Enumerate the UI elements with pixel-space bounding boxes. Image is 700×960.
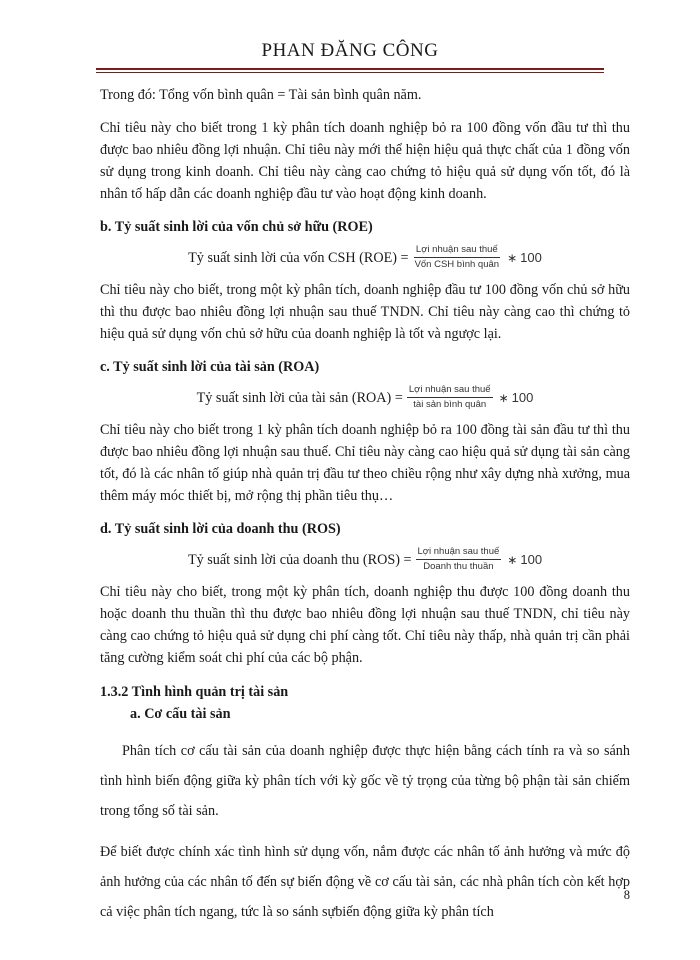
formula-roa-times: ∗ — [498, 390, 509, 405]
formula-ros-times: ∗ — [507, 552, 518, 567]
heading-asset-management: 1.3.2 Tình hình quản trị tài sản — [100, 684, 289, 700]
paragraph-total-capital-note: Trong đó: Tổng vốn bình quân = Tài sản bình quân năm. — [100, 87, 422, 103]
paragraph-roe-desc: Chỉ tiêu này cho biết, trong một kỳ phân tích, doanh nghiệp đầu tư 100 đồng vốn chủ sở hữu thì thu được bao nhiêu đồng lợi nhuận sau thuế TNDN. Chỉ tiêu này càng cao thì chứng tỏ hiệu quả sử dụng vốn chủ sở hữu của doanh nghiệp là tốt và ngược lại. — [100, 282, 630, 342]
formula-roe-factor: 100 — [520, 249, 542, 265]
formula-roa-denominator: tài sản bình quân — [413, 399, 487, 410]
formula-roe-fraction — [413, 244, 502, 271]
formula-roe-lhs: Tỷ suất sinh lời của vốn CSH (ROE) = — [188, 249, 409, 266]
heading-ros: d. Tỷ suất sinh lời của doanh thu (ROS) — [100, 521, 341, 537]
heading-asset-structure: a. Cơ cấu tài sản — [130, 706, 231, 722]
formula-ros-lhs: Tỷ suất sinh lời của doanh thu (ROS) = — [187, 551, 412, 568]
formula-roa-numerator: Lợi nhuận sau thuế — [407, 384, 493, 398]
formula-roa-factor: 100 — [511, 389, 534, 405]
formula-roe-denominator: Vốn CSH bình quân — [414, 259, 500, 270]
formula-roa — [100, 384, 630, 411]
heading-roa: c. Tỷ suất sinh lời của tài sản (ROA) — [100, 359, 320, 375]
paragraph-asset-structure: Phân tích cơ cấu tài sản của doanh nghiệp được thực hiện bằng cách tính ra và so sánh tình hình biến động giữa kỳ phân tích với kỳ gốc về tỷ trọng của từng bộ phận tài sản chiếm trong tổng số tài sản. — [100, 743, 630, 819]
header-divider — [96, 68, 604, 70]
formula-roa-lhs: Tỷ suất sinh lời của tài sản (ROA) = — [196, 389, 403, 406]
document-body — [100, 84, 630, 927]
formula-ros-numerator: Lợi nhuận sau thuế — [416, 546, 502, 560]
formula-roe — [100, 244, 630, 271]
paragraph-roa-desc: Chỉ tiêu này cho biết trong 1 kỳ phân tích doanh nghiệp bỏ ra 100 đồng tài sản đầu tư thì thu được bao nhiêu đồng lợi nhuận sau thuế. Chỉ tiêu này càng cao hiệu quả sử dụng tài sản càng tốt, đó là các nhân tố giúp nhà quản trị đầu tư theo chiều rộng như xây dựng nhà xưởng, mua thêm máy móc thiết bị, mở rộng thị phần tiêu thụ… — [100, 422, 630, 504]
page-header-title: PHAN ĐĂNG CÔNG — [261, 40, 439, 61]
formula-ros-factor: 100 — [520, 551, 543, 567]
paragraph-capital-usage: Để biết được chính xác tình hình sử dụng vốn, nắm được các nhân tố ảnh hưởng và mức độ ảnh hưởng của các nhân tố đến sự biến động về cơ cấu tài sản, các nhà phân tích còn kết hợp cả việc phân tích ngang, tức là so sánh sựbiến động giữa kỳ phân tích — [100, 844, 630, 920]
page-number: 8 — [623, 888, 630, 902]
heading-roe: b. Tỷ suất sinh lời của vốn chủ sở hữu (ROE) — [100, 219, 373, 235]
formula-ros — [100, 546, 630, 573]
formula-ros-fraction — [416, 546, 502, 573]
formula-roe-numerator: Lợi nhuận sau thuế — [414, 244, 500, 258]
paragraph-total-capital-desc: Chỉ tiêu này cho biết trong 1 kỳ phân tích doanh nghiệp bỏ ra 100 đồng vốn đầu tư thì thu được bao nhiêu đồng lợi nhuận. Chỉ tiêu này mới thể hiện hiệu quả thực chất của 1 đồng vốn sử dụng trong kinh doanh. Chỉ tiêu này càng cao chứng tỏ hiệu quả sử dụng vốn tốt, đó là nhân tố hấp dẫn các doanh nghiệp đầu tư vào hoạt động kinh doanh. — [100, 120, 630, 202]
paragraph-ros-desc: Chỉ tiêu này cho biết, trong một kỳ phân tích, doanh nghiệp thu được 100 đồng doanh thu hoặc doanh thu thuần thì thu được bao nhiêu đồng lợi nhuận sau thuế TNDN, chỉ tiêu này càng cao chứng tỏ hiệu quả sử dụng chi phí càng tốt. Chỉ tiêu này thấp, nhà quản trị cần phải tăng cường kiểm soát chi phí của các bộ phận. — [100, 584, 630, 666]
formula-ros-denominator: Doanh thu thuần — [423, 561, 494, 572]
formula-roa-fraction — [407, 384, 493, 411]
formula-roe-times: ∗ — [507, 250, 518, 265]
